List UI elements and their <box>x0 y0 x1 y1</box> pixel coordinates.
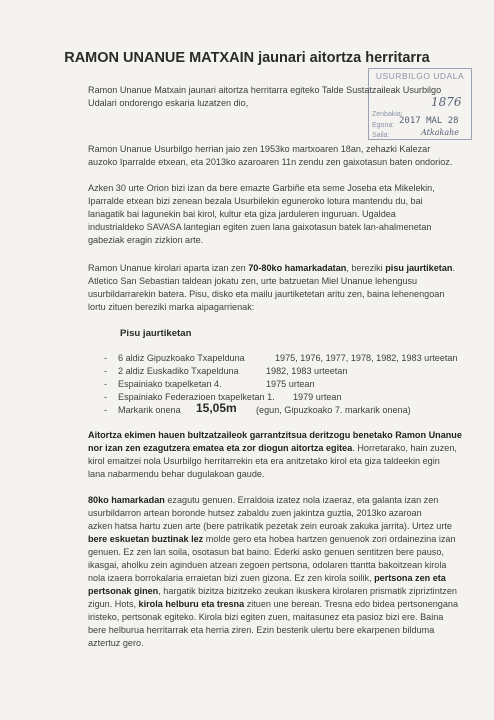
paragraph-tribute <box>88 429 470 481</box>
text-line: gabeziak eragin zizkion arte. <box>88 235 204 245</box>
record-value: 15,05m <box>196 401 237 415</box>
text-line: Atletico San Sebastian taldean jokatu zen, urte batzuetan Miel Unanue lehengusu <box>88 276 418 286</box>
text-line: Iparralde etxean bizi zenean bezala Usurbilekin eguneroko lotura mantendu du, bai <box>88 196 423 206</box>
text-line: nola izaera borrokalaria erraietan bizi zuen gizona. Ez zen kirola soilik, pertsona zen eta <box>88 573 446 583</box>
stamp-header: USURBILGO UDALA <box>375 71 465 81</box>
text-line: Aitortza ekimen hauen bultzatzaileok garrantzitsua deritzogu benetako Ramon Unanue <box>88 430 462 440</box>
text-line: industrialdeko SAVASA lantegian egiten zuen lana gaixotasun batek lan-ahalmenetan <box>88 222 432 232</box>
page-title: RAMON UNANUE MATXAIN jaunari aitortza herritarra <box>64 50 430 66</box>
results-list <box>104 352 464 422</box>
text-line: bere eskuetan buztinak lez molde gero eta hobea hartzen genuenok zori ordainezina izan <box>88 534 456 544</box>
text-line: lanagatik bai lagunekin bai kirol, kultur eta giza jarduleren inguruan. Ugaldea <box>88 209 396 219</box>
list-item: - 6 aldiz Gipuzkoako Txapelduna 1975, 1976, 1977, 1978, 1982, 1983 urteetan <box>104 353 458 363</box>
text-line: kirol emaitzei nola Usurbilgo herritarrekin eta era anitzetako kirol eta giza taldeekin egin <box>88 456 440 466</box>
list-item: - 2 aldiz Euskadiko Txapelduna 1982, 1983 urteetan <box>104 366 348 376</box>
text-line: azken hatsa hartu zuen arte (bere patrikatik pezetak zein euroak zakuka jarrita). Urtez urte <box>88 521 452 531</box>
stamp-exit-label: Saila: <box>372 132 390 139</box>
text-line: Ramon Unanue Usurbilgo herrian jaio zen 1953ko martxoaren 18an, zehazki Kalezar <box>88 144 431 154</box>
text-line: lortu zituen bereziki marka aipagarrienak: <box>88 302 255 312</box>
list-title: Pisu jaurtiketan <box>120 328 192 339</box>
intro-paragraph <box>88 84 470 110</box>
stamp-number-label: Zenbakia: <box>372 111 403 118</box>
text-line: iristeko, pertsonak egiteko. Kirola bizi egiten zuen, maitasunez eta pasioz bizi ere. Baina <box>88 612 444 622</box>
paragraph-memory <box>88 494 470 650</box>
text-line: lana nabarmendu behar dugulakoan gaude. <box>88 469 265 479</box>
text-line: usurbildarrarekin batera. Pisu, disko eta mailu jaurtiketetan aritu zen, baina lehenengoan <box>88 289 445 299</box>
stamp-number-value: 1876 <box>431 95 462 109</box>
text-line: Azken 30 urte Orion bizi izan da bere emazte Garbiñe eta seme Joseba eta Mikelekin, <box>88 183 435 193</box>
list-item: - Markarik onena 15,05m (egun, Gipuzkoako 7. markarik onena) <box>104 401 411 415</box>
text-line: pertsonak ginen, hargatik bizitza bizitzeko zeukan ikuskera kirolaren prismatik zipriztintzen <box>88 586 457 596</box>
text-line: Ramon Unanue kirolari aparta izan zen 70-80ko hamarkadatan, bereziki pisu jaurtiketan. <box>88 263 455 273</box>
paragraph-life <box>88 182 470 247</box>
text-line: ikasgai, aholku zein aginduen atzean zegoen pertsona, odolaren ttantta bakoitzean kirola <box>88 560 447 570</box>
text-line: 80ko hamarkadan ezagutu genuen. Erraldoia izatez nola izaeraz, eta galanta izan zen <box>88 495 439 505</box>
text-line: bere helburua herritarrak eta herria ziren. Ezin besterik ulertu bere ekarpenen bilduma <box>88 625 435 635</box>
stamp-date-value: 2017 MAL 28 <box>399 116 459 126</box>
text-line: zigun. Hots, kirola helburu eta tresna zituen une berean. Tresna edo bidea pertsonengana <box>88 599 459 609</box>
text-line: nor izan zen ezagutzera ematea eta zor diogun aitortza egitea. Horretarako, hain zuzen, <box>88 443 457 453</box>
text-line: Ramon Unanue Matxain jaunari aitortza herritarra egiteko Talde Sustatzaileak Usurbilgo <box>88 85 442 95</box>
stamp-exit-value: Atkakahe <box>421 128 459 137</box>
text-line: Udalari ondorengo eskaria luzatzen dio, <box>88 98 249 108</box>
text-line: aztertuz gero. <box>88 638 144 648</box>
list-item: - Espainiako txapelketan 4. 1975 urtean <box>104 379 315 389</box>
text-line: auzoko Iparralde etxean, eta 2013ko azaroaren 11n zendu zen gaixotasun baten ondorioz. <box>88 157 453 167</box>
text-line: genuen. Ez zen lan soila, osotasun bat baino. Ederki asko genuen sentitzen bere pauso, <box>88 547 444 557</box>
text-line: usurbildarron artean boronde hutsez zabaldu zuen jakintza guztia, 2013ko azaroan <box>88 508 422 518</box>
paragraph-birth <box>88 143 470 169</box>
list-item: - Espainiako Federazioen txapelketan 1. 1979 urtean <box>104 392 342 402</box>
paragraph-athlete <box>88 262 470 314</box>
stamp-date-label: Egona: <box>372 122 395 129</box>
